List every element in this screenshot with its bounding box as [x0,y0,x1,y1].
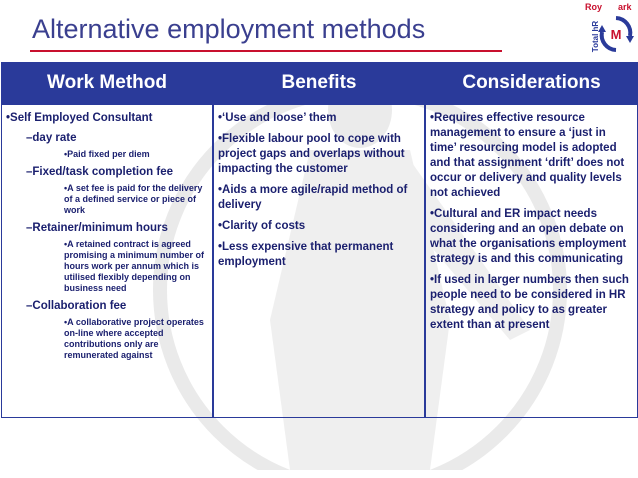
consideration-item: •If used in larger numbers then such people need to be considered in HR strategy and policy to as greater extent than at present [430,274,629,331]
consideration-item: •Cultural and ER impact needs considering and an open debate on what the organisations employment strategy is and this communicating [430,208,627,265]
logo-circular-arrows-icon [596,12,636,56]
benefit-item: •Less expensive that permanent employment [218,241,394,268]
benefit-item: •Clarity of costs [218,220,306,232]
logo-m-letter: M [610,27,622,42]
logo-text-right: ark [618,2,632,12]
consideration-item: •Requires effective resource management to ensure a ‘just in time’ resourcing model is adopted and that assignment ‘drift’ does not occur or delivery and quality levels not achieved [430,112,625,199]
title-underline [30,50,502,52]
method-collaboration: –Collaboration fee [26,300,127,312]
header-work-method: Work Method [2,63,212,103]
method-retainer-note: •A retained contract is agreed promising a minimum number of hours work per annum which is utilised flexibly depending on business need [64,239,205,293]
column-divider [424,63,426,417]
method-day-rate: –day rate [26,132,77,144]
method-self-employed: •Self Employed Consultant [6,112,153,124]
header-benefits: Benefits [214,63,424,103]
benefit-item: •Flexible labour pool to cope with project gaps and overlaps without impacting the customer [218,133,405,175]
work-method-cell [6,111,210,366]
considerations-cell [430,111,634,339]
logo-text-left: Roy [585,2,603,12]
roymark-logo [582,0,638,60]
page-title: Alternative employment methods [32,14,426,44]
method-retainer: –Retainer/minimum hours [26,222,168,234]
header-considerations: Considerations [426,63,637,103]
method-fixed-fee: –Fixed/task completion fee [26,166,173,178]
benefit-item: •‘Use and loose’ them [218,112,337,124]
header-divider [2,103,637,105]
benefit-item: •Aids a more agile/rapid method of delivery [218,184,408,211]
method-day-rate-note: •Paid fixed per diem [64,149,150,159]
method-collaboration-note: •A collaborative project operates on-line where accepted contributions only are remunerated against [64,317,204,360]
column-divider [212,63,214,417]
method-fixed-fee-note: •A set fee is paid for the delivery of a defined service or piece of work [64,183,203,215]
logo-text-vertical: Total hR [591,20,601,53]
benefits-cell [218,111,418,276]
methods-table [1,62,638,418]
